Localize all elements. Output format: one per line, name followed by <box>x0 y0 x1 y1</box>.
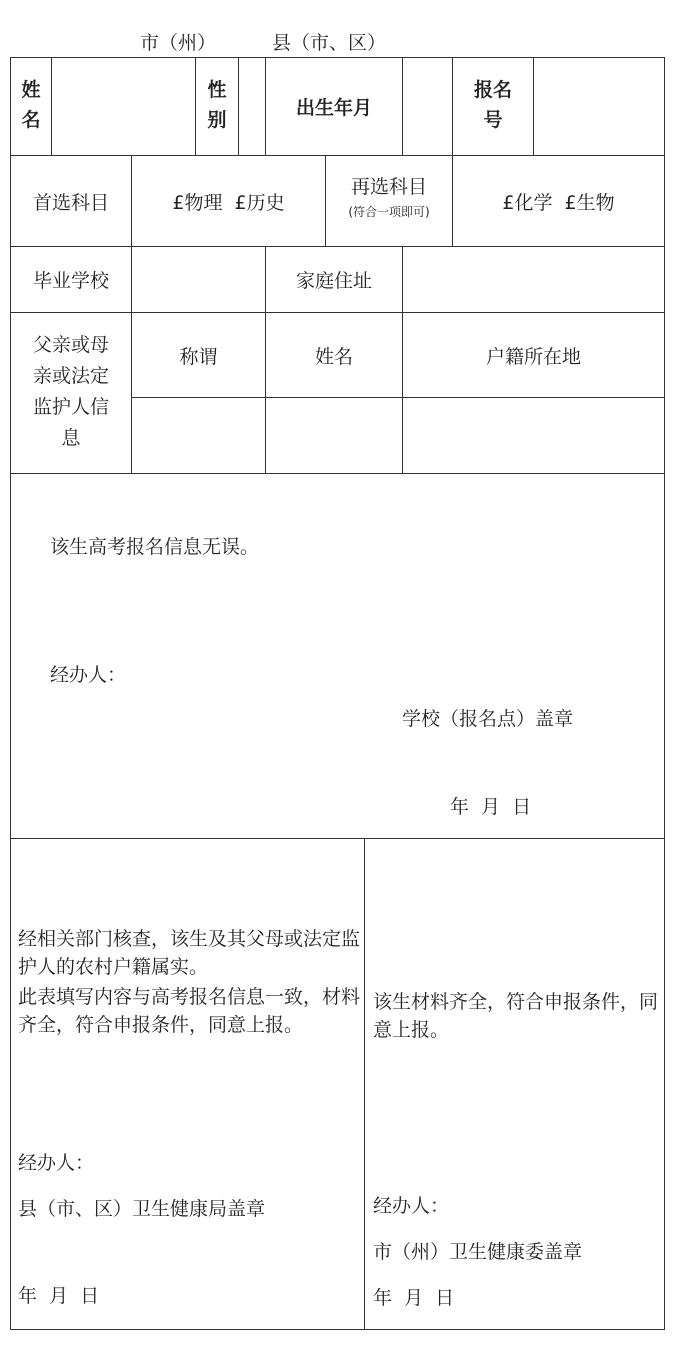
second-subject-options[interactable]: £化学 £生物 <box>502 191 615 214</box>
school-stamp: 学校（报名点）盖章 <box>402 708 574 730</box>
row-divider <box>10 473 665 474</box>
first-subject-options[interactable]: £物理 £历史 <box>172 191 285 214</box>
gender-label-line2: 别 <box>207 109 227 131</box>
county-date: 年 月 日 <box>18 1285 100 1307</box>
school-label: 毕业学校 <box>32 270 109 292</box>
col-divider <box>402 57 403 155</box>
city-handler: 经办人： <box>373 1195 450 1217</box>
row-divider <box>10 838 665 839</box>
address-label: 家庭住址 <box>295 270 372 292</box>
second-subject-note: (符合一项即可) <box>348 205 430 219</box>
school-statement: 该生高考报名信息无误。 <box>50 536 260 558</box>
guardian-label-line1: 父亲或母 <box>32 334 109 356</box>
table-border-bottom <box>10 1329 665 1330</box>
guardian-name-label: 姓名 <box>314 345 353 368</box>
birth-label: 出生年月 <box>295 97 372 119</box>
col-divider <box>51 57 52 155</box>
name-label <box>11 75 51 135</box>
hukou-label: 户籍所在地 <box>485 345 581 368</box>
relation-label: 称谓 <box>179 345 218 368</box>
regno-label-line2: 号 <box>483 109 503 131</box>
table-border-right <box>664 57 665 1330</box>
county-handler: 经办人： <box>18 1152 95 1174</box>
regno-label <box>453 75 533 135</box>
guardian-label <box>11 330 131 454</box>
school-date: 年 月 日 <box>450 796 532 818</box>
city-date: 年 月 日 <box>373 1287 455 1309</box>
guardian-label-line3: 监护人信 <box>32 396 109 418</box>
county-text-2: 此表填写内容与高考报名信息一致，材料齐全，符合申报条件，同意上报。 <box>18 986 361 1036</box>
guardian-label-line4: 息 <box>61 427 81 449</box>
name-label-line2: 名 <box>21 109 41 131</box>
gender-label-line1: 性 <box>207 79 227 101</box>
city-stamp: 市（州）卫生健康委盖章 <box>373 1241 583 1263</box>
name-label-line1: 姓 <box>21 79 41 101</box>
col-divider <box>533 57 534 155</box>
gender-label <box>196 75 238 135</box>
city-text: 该生材料齐全，符合申报条件，同意上报。 <box>373 991 659 1041</box>
regno-label-line1: 报名 <box>473 79 512 101</box>
first-subject-label: 首选科目 <box>32 191 109 214</box>
school-handler: 经办人： <box>50 664 127 686</box>
guardian-label-line2: 亲或法定 <box>32 365 109 387</box>
county-stamp: 县（市、区）卫生健康局盖章 <box>18 1198 266 1220</box>
city-header: 市（州） <box>140 32 217 54</box>
row-divider <box>131 397 665 398</box>
second-subject-label-box <box>326 172 452 220</box>
col-divider <box>238 57 239 155</box>
county-text-1: 经相关部门核查，该生及其父母或法定监护人的农村户籍属实。 <box>18 928 361 978</box>
second-subject-label: 再选科目 <box>350 176 427 198</box>
county-header: 县（市、区） <box>272 32 387 54</box>
col-divider <box>364 838 365 1329</box>
